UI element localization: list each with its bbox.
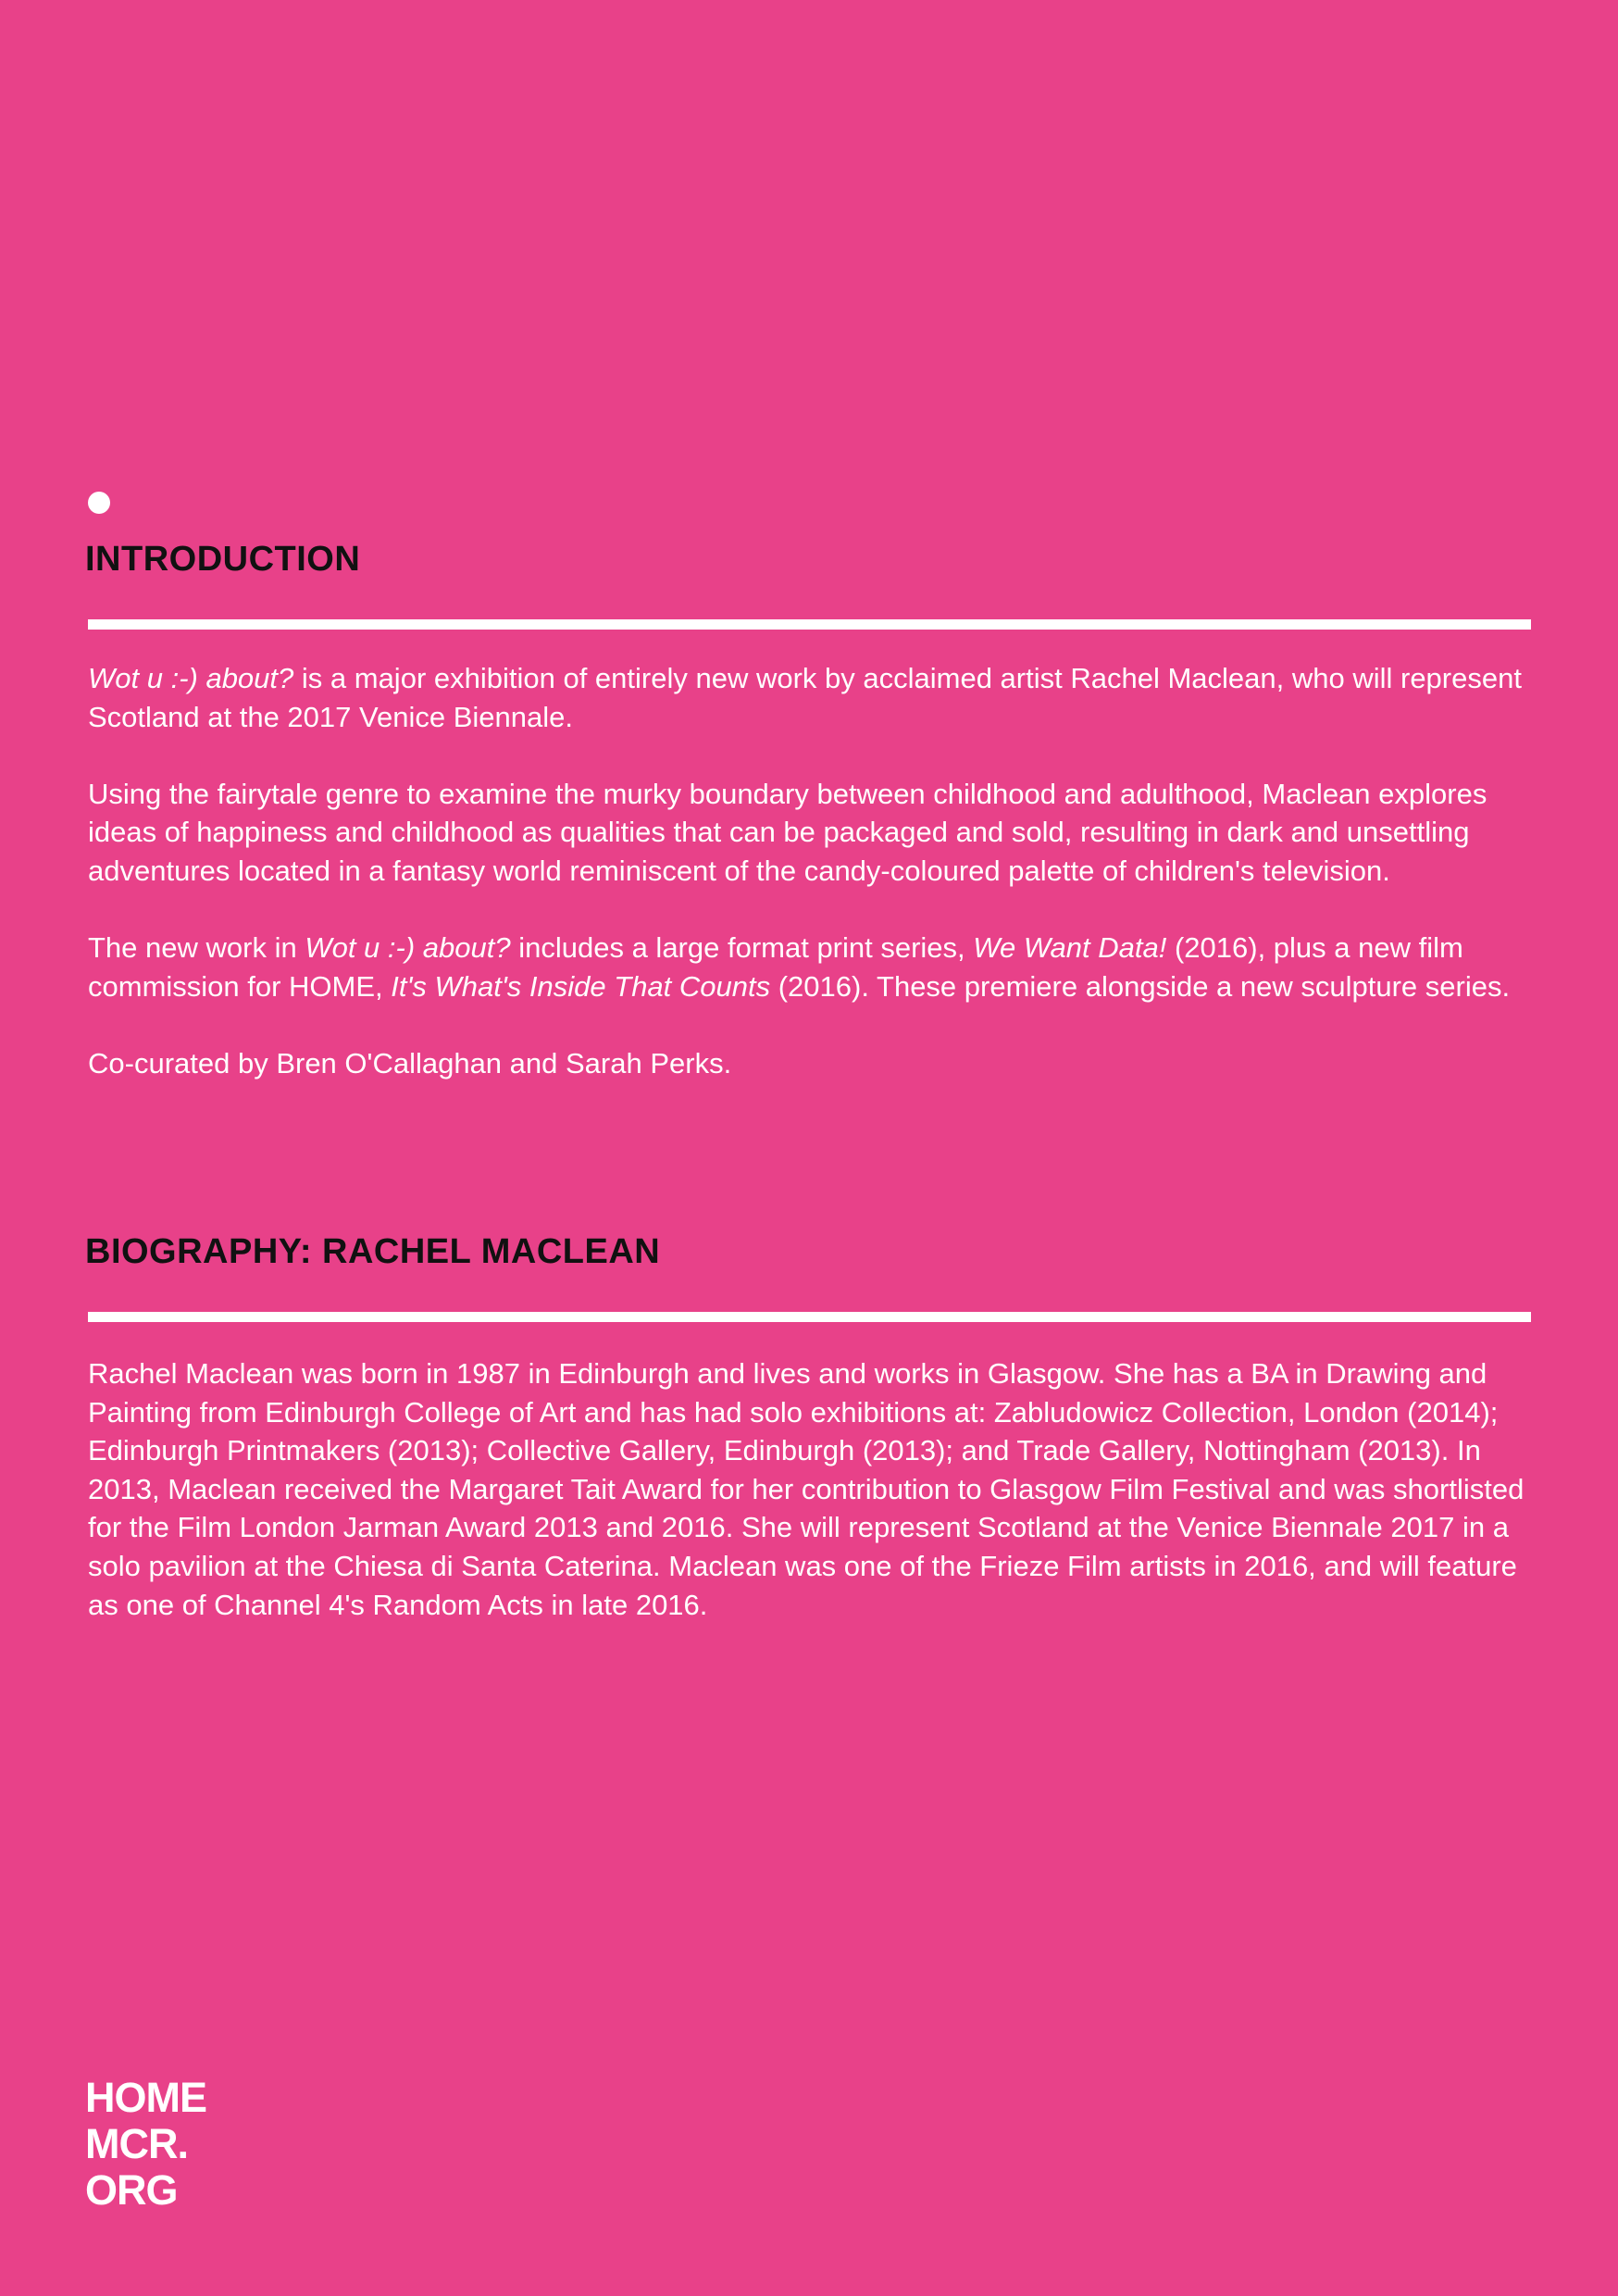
introduction-divider: [88, 619, 1531, 630]
intro-paragraph-3-text-b: includes a large format print series,: [510, 931, 974, 965]
biography-paragraph: Rachel Maclean was born in 1987 in Edinburgh and lives and works in Glasgow. She has a BA in Drawing and Painting from Edinburgh College of Art and has had solo exhibitions at: Zabludowicz Collection, London (2014); Edinburgh Printmakers (2013); Collective Gallery, Edinburgh (2013); and Trade Gallery, Nottingham (2013). In 2013, Maclean received the Margaret Tait Award for her contribution to Glasgow Film Festival and was shortlisted for the Film London Jarman Award 2013 and 2016. She will represent Scotland at the Venice Biennale 2017 in a solo pavilion at the Chiesa di Santa Caterina. Maclean was one of the Frieze Film artists in 2016, and will feature as one of Channel 4's Random Acts in late 2016.: [88, 1357, 1525, 1621]
biography-divider: [88, 1312, 1531, 1322]
exhibition-title: Wot u :-) about?: [305, 931, 511, 965]
intro-paragraph-3-text-c: (2016), plus a new film commission for HOME,: [88, 931, 1463, 1003]
home-mcr-logo: [85, 2075, 206, 2214]
bullet-dot-icon: [88, 492, 110, 514]
film-title: It's What's Inside That Counts: [391, 969, 771, 1003]
intro-paragraph-3-text-d: (2016). These premiere alongside a new sculpture series.: [770, 969, 1511, 1003]
exhibition-title: Wot u :-) about?: [88, 662, 294, 694]
intro-paragraph-1-text: is a major exhibition of entirely new work by acclaimed artist Rachel Maclean, who will represent Scotland at the 2017 Venice Biennale.: [88, 662, 1522, 733]
intro-paragraph-3-text-a: The new work in: [88, 931, 305, 965]
print-series-title: We Want Data!: [973, 931, 1167, 965]
intro-paragraph-3: [88, 929, 1537, 1005]
introduction-body: [88, 659, 1537, 1083]
logo-line-2: MCR.: [85, 2120, 188, 2167]
intro-paragraph-1: [88, 659, 1537, 736]
biography-heading: BIOGRAPHY: RACHEL MACLEAN: [85, 1232, 661, 1271]
introduction-heading: INTRODUCTION: [85, 540, 361, 579]
intro-paragraph-4: Co-curated by Bren O'Callaghan and Sarah Perks.: [88, 1046, 732, 1079]
intro-paragraph-2: Using the fairytale genre to examine the murky boundary between childhood and adulthood, Maclean explores ideas of happiness and childhood as qualities that can be packaged and sold, resulting in dark and unsettling adventures located in a fantasy world reminiscent of the candy-coloured palette of children's television.: [88, 777, 1487, 887]
logo-line-3: ORG: [85, 2166, 178, 2214]
logo-line-1: HOME: [85, 2074, 206, 2121]
biography-body: [88, 1354, 1537, 1624]
